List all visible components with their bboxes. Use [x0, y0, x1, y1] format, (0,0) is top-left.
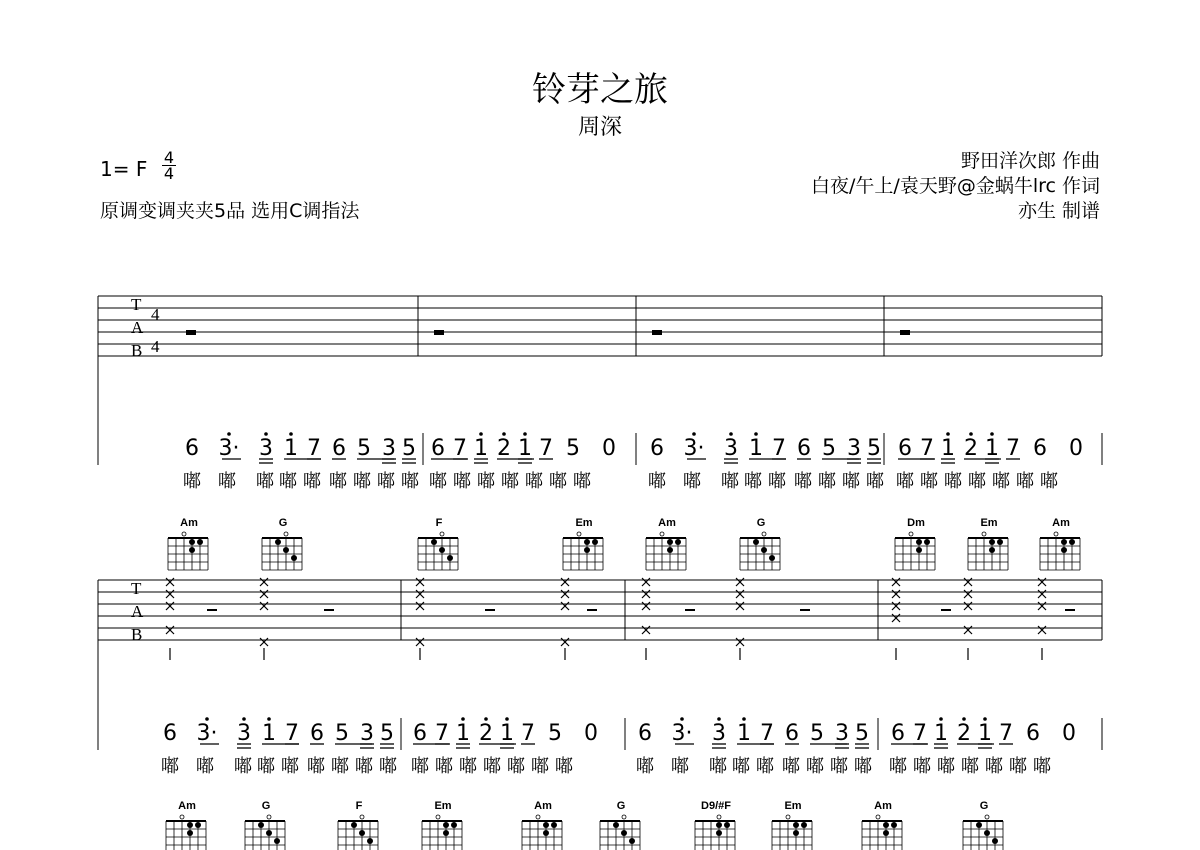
tab-clef-letter: T — [131, 295, 142, 314]
open-string-marker — [876, 815, 880, 819]
melody-note: 3 — [382, 436, 396, 461]
melody-note: 3· — [196, 721, 218, 746]
melody-note: 6 — [638, 721, 652, 746]
time-signature-top: 4 — [163, 148, 175, 167]
lyric-syllable: 嘟 — [968, 471, 986, 492]
tab-clef-letter: B — [131, 625, 143, 644]
finger-dot — [793, 822, 799, 828]
melody-note: 2 — [957, 721, 971, 746]
chord-name: Am — [534, 800, 552, 812]
octave-dot — [946, 432, 950, 436]
lyric-syllable: 嘟 — [256, 471, 274, 492]
octave-dot — [754, 432, 758, 436]
tab-time-bottom: 4 — [151, 337, 160, 356]
lyric-syllable: 嘟 — [377, 471, 395, 492]
artist-name: 周深 — [577, 115, 622, 140]
lyric-syllable: 嘟 — [866, 471, 884, 492]
open-string-marker — [436, 815, 440, 819]
finger-dot — [291, 555, 297, 561]
finger-dot — [1069, 539, 1075, 545]
lyric-syllable: 嘟 — [830, 756, 848, 777]
melody-note: 1 — [262, 721, 276, 746]
lyric-syllable: 嘟 — [435, 756, 453, 777]
lyric-syllable: 嘟 — [683, 471, 701, 492]
melody-note: 0 — [584, 721, 598, 746]
octave-dot — [264, 432, 268, 436]
octave-dot — [969, 432, 973, 436]
lyric-syllable: 嘟 — [307, 756, 325, 777]
octave-dot — [484, 717, 488, 721]
octave-dot — [962, 717, 966, 721]
melody-note: 7 — [913, 721, 927, 746]
melody-note: 7 — [539, 436, 553, 461]
octave-dot — [461, 717, 465, 721]
lyric-syllable: 嘟 — [379, 756, 397, 777]
open-string-marker — [982, 532, 986, 536]
lyric-syllable: 嘟 — [549, 471, 567, 492]
lyric-syllable: 嘟 — [794, 471, 812, 492]
octave-dot — [680, 717, 684, 721]
open-string-marker — [985, 815, 989, 819]
open-string-marker — [577, 532, 581, 536]
melody-note: 1 — [456, 721, 470, 746]
melody-note: 1 — [934, 721, 948, 746]
credit-lyricist: 白夜/午上/袁天野@金蜗牛lrc 作词 — [811, 175, 1100, 197]
melody-note: 5 — [335, 721, 349, 746]
finger-dot — [367, 838, 373, 844]
melody-note: 3· — [683, 436, 705, 461]
credit-composer: 野田洋次郎 作曲 — [960, 150, 1100, 172]
melody-note: 7 — [435, 721, 449, 746]
open-string-marker — [360, 815, 364, 819]
lyric-syllable: 嘟 — [896, 471, 914, 492]
melody-note: 6 — [431, 436, 445, 461]
melody-note: 1 — [985, 436, 999, 461]
lyric-syllable: 嘟 — [525, 471, 543, 492]
finger-dot — [716, 830, 722, 836]
lyric-syllable: 嘟 — [768, 471, 786, 492]
tab-clef-letter: T — [131, 579, 142, 598]
lyric-syllable: 嘟 — [218, 471, 236, 492]
lyric-syllable: 嘟 — [501, 471, 519, 492]
melody-note: 1 — [737, 721, 751, 746]
finger-dot — [667, 539, 673, 545]
finger-dot — [976, 822, 982, 828]
open-string-marker — [536, 815, 540, 819]
finger-dot — [989, 539, 995, 545]
melody-note: 1 — [500, 721, 514, 746]
finger-dot — [543, 822, 549, 828]
melody-note: 5 — [867, 436, 881, 461]
melody-note: 5 — [566, 436, 580, 461]
melody-note: 3 — [712, 721, 726, 746]
chord-name: Am — [1052, 517, 1070, 529]
time-signature-bottom: 4 — [163, 164, 175, 183]
melody-note: 3 — [835, 721, 849, 746]
melody-note: 7 — [772, 436, 786, 461]
octave-dot — [983, 717, 987, 721]
open-string-marker — [622, 815, 626, 819]
lyric-syllable: 嘟 — [1009, 756, 1027, 777]
finger-dot — [189, 547, 195, 553]
octave-dot — [742, 717, 746, 721]
lyric-syllable: 嘟 — [937, 756, 955, 777]
dash-rest — [800, 609, 810, 611]
lyric-syllable: 嘟 — [944, 471, 962, 492]
melody-note: 7 — [999, 721, 1013, 746]
lyric-syllable: 嘟 — [429, 471, 447, 492]
melody-note: 0 — [1069, 436, 1083, 461]
tab-time-top: 4 — [151, 305, 160, 324]
lyric-syllable: 嘟 — [477, 471, 495, 492]
finger-dot — [769, 555, 775, 561]
open-string-marker — [180, 815, 184, 819]
chord-name: Am — [874, 800, 892, 812]
chord-name: G — [278, 517, 288, 529]
melody-note: 6 — [1026, 721, 1040, 746]
finger-dot — [187, 830, 193, 836]
open-string-marker — [267, 815, 271, 819]
whole-rest — [652, 330, 662, 335]
tab-clef-letter: B — [131, 341, 143, 360]
lyric-syllable: 嘟 — [756, 756, 774, 777]
melody-note: 3 — [360, 721, 374, 746]
credit-arranger: 亦生 制谱 — [1017, 200, 1100, 222]
octave-dot — [205, 717, 209, 721]
lyric-syllable: 嘟 — [161, 756, 179, 777]
octave-dot — [729, 432, 733, 436]
octave-dot — [502, 432, 506, 436]
lyric-syllable: 嘟 — [1040, 471, 1058, 492]
melody-note: 2 — [497, 436, 511, 461]
finger-dot — [716, 822, 722, 828]
chord-name: G — [979, 800, 989, 812]
chord-name: Em — [575, 517, 593, 529]
lyric-syllable: 嘟 — [196, 756, 214, 777]
finger-dot — [891, 822, 897, 828]
melody-note: 1 — [941, 436, 955, 461]
key-signature: 1= F — [100, 157, 148, 181]
octave-dot — [939, 717, 943, 721]
finger-dot — [359, 830, 365, 836]
finger-dot — [195, 822, 201, 828]
chord-name: Em — [980, 517, 998, 529]
finger-dot — [187, 822, 193, 828]
tab-clef-letter: A — [131, 602, 144, 621]
melody-note: 6 — [898, 436, 912, 461]
melody-note: 5 — [402, 436, 416, 461]
finger-dot — [1061, 547, 1067, 553]
lyric-syllable: 嘟 — [279, 471, 297, 492]
tab-clef-letter: A — [131, 318, 144, 337]
chord-name: F — [355, 800, 363, 812]
finger-dot — [667, 547, 673, 553]
melody-note: 6 — [310, 721, 324, 746]
lyric-syllable: 嘟 — [1033, 756, 1051, 777]
lyric-syllable: 嘟 — [411, 756, 429, 777]
dash-rest — [587, 609, 597, 611]
finger-dot — [551, 822, 557, 828]
open-string-marker — [440, 532, 444, 536]
finger-dot — [439, 547, 445, 553]
melody-note: 3· — [671, 721, 693, 746]
open-string-marker — [182, 532, 186, 536]
melody-note: 5 — [822, 436, 836, 461]
lyric-syllable: 嘟 — [854, 756, 872, 777]
melody-note: 2 — [964, 436, 978, 461]
lyric-syllable: 嘟 — [257, 756, 275, 777]
finger-dot — [266, 830, 272, 836]
finger-dot — [883, 822, 889, 828]
finger-dot — [443, 822, 449, 828]
lyric-syllable: 嘟 — [303, 471, 321, 492]
melody-note: 6 — [797, 436, 811, 461]
finger-dot — [675, 539, 681, 545]
lyric-syllable: 嘟 — [961, 756, 979, 777]
finger-dot — [584, 547, 590, 553]
dash-rest — [207, 609, 217, 611]
lyric-syllable: 嘟 — [507, 756, 525, 777]
finger-dot — [283, 547, 289, 553]
finger-dot — [883, 830, 889, 836]
chord-name: D9/#F — [701, 800, 731, 812]
finger-dot — [1061, 539, 1067, 545]
melody-note: 7 — [453, 436, 467, 461]
lyric-syllable: 嘟 — [721, 471, 739, 492]
melody-note: 7 — [307, 436, 321, 461]
whole-rest — [434, 330, 444, 335]
octave-dot — [717, 717, 721, 721]
chord-name: Em — [434, 800, 452, 812]
open-string-marker — [660, 532, 664, 536]
open-string-marker — [786, 815, 790, 819]
open-string-marker — [1054, 532, 1058, 536]
lyric-syllable: 嘟 — [1016, 471, 1034, 492]
melody-note: 3· — [218, 436, 240, 461]
finger-dot — [443, 830, 449, 836]
lyric-syllable: 嘟 — [183, 471, 201, 492]
octave-dot — [242, 717, 246, 721]
lyric-syllable: 嘟 — [353, 471, 371, 492]
chord-name: Am — [178, 800, 196, 812]
finger-dot — [793, 830, 799, 836]
dash-rest — [1065, 609, 1075, 611]
melody-note: 2 — [479, 721, 493, 746]
melody-note: 0 — [1062, 721, 1076, 746]
lyric-syllable: 嘟 — [985, 756, 1003, 777]
chord-name: G — [616, 800, 626, 812]
lyric-syllable: 嘟 — [920, 471, 938, 492]
melody-note: 1 — [518, 436, 532, 461]
song-title: 铃芽之旅 — [532, 70, 668, 110]
melody-note: 7 — [760, 721, 774, 746]
chord-name: Am — [180, 517, 198, 529]
melody-note: 5 — [810, 721, 824, 746]
finger-dot — [924, 539, 930, 545]
open-string-marker — [762, 532, 766, 536]
melody-note: 3 — [237, 721, 251, 746]
finger-dot — [989, 547, 995, 553]
melody-note: 7 — [521, 721, 535, 746]
lyric-syllable: 嘟 — [889, 756, 907, 777]
octave-dot — [523, 432, 527, 436]
melody-note: 5 — [357, 436, 371, 461]
finger-dot — [621, 830, 627, 836]
lyric-syllable: 嘟 — [281, 756, 299, 777]
melody-note: 3 — [259, 436, 273, 461]
melody-note: 6 — [185, 436, 199, 461]
lyric-syllable: 嘟 — [331, 756, 349, 777]
melody-note: 3 — [724, 436, 738, 461]
open-string-marker — [284, 532, 288, 536]
finger-dot — [629, 838, 635, 844]
lyric-syllable: 嘟 — [671, 756, 689, 777]
melody-note: 6 — [650, 436, 664, 461]
melody-note: 3 — [847, 436, 861, 461]
finger-dot — [984, 830, 990, 836]
open-string-marker — [909, 532, 913, 536]
finger-dot — [724, 822, 730, 828]
capo-note: 原调变调夹夹5品 选用C调指法 — [100, 200, 360, 222]
whole-rest — [186, 330, 196, 335]
melody-note: 1 — [978, 721, 992, 746]
lyric-syllable: 嘟 — [355, 756, 373, 777]
melody-note: 0 — [602, 436, 616, 461]
lyric-syllable: 嘟 — [555, 756, 573, 777]
lyric-syllable: 嘟 — [459, 756, 477, 777]
finger-dot — [274, 838, 280, 844]
finger-dot — [916, 547, 922, 553]
whole-rest — [900, 330, 910, 335]
finger-dot — [592, 539, 598, 545]
finger-dot — [258, 822, 264, 828]
finger-dot — [801, 822, 807, 828]
melody-note: 1 — [474, 436, 488, 461]
lyric-syllable: 嘟 — [636, 756, 654, 777]
chord-name: G — [756, 517, 766, 529]
octave-dot — [990, 432, 994, 436]
lyric-syllable: 嘟 — [782, 756, 800, 777]
melody-note: 5 — [380, 721, 394, 746]
lyric-syllable: 嘟 — [732, 756, 750, 777]
finger-dot — [431, 539, 437, 545]
octave-dot — [692, 432, 696, 436]
finger-dot — [753, 539, 759, 545]
lyric-syllable: 嘟 — [648, 471, 666, 492]
melody-note: 6 — [332, 436, 346, 461]
melody-note: 5 — [855, 721, 869, 746]
dash-rest — [941, 609, 951, 611]
finger-dot — [761, 547, 767, 553]
lyric-syllable: 嘟 — [806, 756, 824, 777]
melody-note: 7 — [1006, 436, 1020, 461]
chord-name: F — [435, 517, 443, 529]
melody-note: 5 — [548, 721, 562, 746]
octave-dot — [289, 432, 293, 436]
finger-dot — [992, 838, 998, 844]
finger-dot — [451, 822, 457, 828]
chord-name: Am — [658, 517, 676, 529]
lyric-syllable: 嘟 — [234, 756, 252, 777]
lyric-syllable: 嘟 — [744, 471, 762, 492]
octave-dot — [267, 717, 271, 721]
melody-note: 6 — [163, 721, 177, 746]
finger-dot — [197, 539, 203, 545]
melody-note: 1 — [749, 436, 763, 461]
finger-dot — [916, 539, 922, 545]
lyric-syllable: 嘟 — [913, 756, 931, 777]
lyric-syllable: 嘟 — [709, 756, 727, 777]
finger-dot — [584, 539, 590, 545]
lyric-syllable: 嘟 — [329, 471, 347, 492]
dash-rest — [324, 609, 334, 611]
octave-dot — [505, 717, 509, 721]
dash-rest — [685, 609, 695, 611]
finger-dot — [613, 822, 619, 828]
finger-dot — [189, 539, 195, 545]
chord-name: Dm — [907, 517, 925, 529]
finger-dot — [997, 539, 1003, 545]
lyric-syllable: 嘟 — [992, 471, 1010, 492]
finger-dot — [447, 555, 453, 561]
lyric-syllable: 嘟 — [818, 471, 836, 492]
lyric-syllable: 嘟 — [573, 471, 591, 492]
open-string-marker — [717, 815, 721, 819]
octave-dot — [227, 432, 231, 436]
finger-dot — [351, 822, 357, 828]
octave-dot — [479, 432, 483, 436]
lyric-syllable: 嘟 — [453, 471, 471, 492]
melody-note: 6 — [891, 721, 905, 746]
melody-note: 6 — [1033, 436, 1047, 461]
chord-name: Em — [784, 800, 802, 812]
melody-note: 1 — [284, 436, 298, 461]
lyric-syllable: 嘟 — [483, 756, 501, 777]
melody-note: 7 — [285, 721, 299, 746]
finger-dot — [543, 830, 549, 836]
melody-note: 6 — [785, 721, 799, 746]
chord-name: G — [261, 800, 271, 812]
melody-note: 6 — [413, 721, 427, 746]
lyric-syllable: 嘟 — [842, 471, 860, 492]
melody-note: 7 — [920, 436, 934, 461]
lyric-syllable: 嘟 — [401, 471, 419, 492]
dash-rest — [485, 609, 495, 611]
lyric-syllable: 嘟 — [531, 756, 549, 777]
finger-dot — [275, 539, 281, 545]
